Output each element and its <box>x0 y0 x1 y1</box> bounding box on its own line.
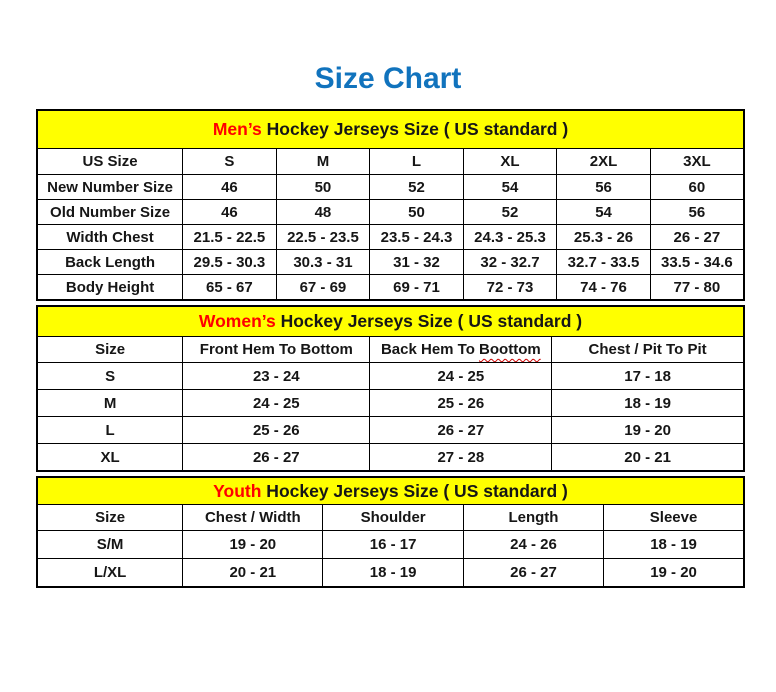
column-header: Chest / Pit To Pit <box>552 337 744 363</box>
size-value-cell: 32.7 - 33.5 <box>557 250 651 275</box>
size-value-cell: 26 - 27 <box>183 444 370 472</box>
size-value-cell: 46 <box>183 175 277 200</box>
size-chart-sheet <box>36 109 745 588</box>
size-value-cell: 32 - 32.7 <box>463 250 557 275</box>
row-label: XL <box>37 444 183 472</box>
size-value-cell: 52 <box>370 175 464 200</box>
row-label: S <box>37 363 183 390</box>
size-value-cell: 27 - 28 <box>370 444 552 472</box>
size-value-cell: 26 - 27 <box>370 417 552 444</box>
size-value-cell: 56 <box>650 200 744 225</box>
table-row <box>37 444 744 472</box>
womens-title-text: Hockey Jerseys Size ( US standard ) <box>275 311 583 331</box>
size-value-cell: 30.3 - 31 <box>276 250 370 275</box>
size-value-cell: 16 - 17 <box>323 531 463 559</box>
table-row <box>37 250 744 275</box>
womens-table-title <box>37 306 744 337</box>
womens-title-highlight: Women’s <box>198 311 276 331</box>
row-label: Body Height <box>37 275 183 301</box>
youth-title-highlight: Youth <box>213 480 262 501</box>
row-label: New Number Size <box>37 175 183 200</box>
page-title: Size Chart <box>314 62 462 95</box>
youth-header-row <box>37 505 744 531</box>
size-value-cell: 21.5 - 22.5 <box>183 225 277 250</box>
column-header: Front Hem To Bottom <box>183 337 370 363</box>
column-header: Length <box>463 505 603 531</box>
size-value-cell: 50 <box>370 200 464 225</box>
size-value-cell: 25 - 26 <box>183 417 370 444</box>
size-value-cell: 19 - 20 <box>604 559 744 588</box>
size-value-cell: 17 - 18 <box>552 363 744 390</box>
size-value-cell: 24 - 25 <box>183 390 370 417</box>
misspelled-word: Boottom <box>479 341 541 358</box>
size-value-cell: 29.5 - 30.3 <box>183 250 277 275</box>
column-header: M <box>276 149 370 175</box>
womens-header-row <box>37 337 744 363</box>
column-header: Size <box>37 337 183 363</box>
size-value-cell: 54 <box>557 200 651 225</box>
table-row <box>37 175 744 200</box>
size-value-cell: 56 <box>557 175 651 200</box>
size-value-cell: 26 - 27 <box>650 225 744 250</box>
table-row <box>37 559 744 588</box>
size-value-cell: 65 - 67 <box>183 275 277 301</box>
column-header: S <box>183 149 277 175</box>
column-header: US Size <box>37 149 183 175</box>
column-header-text: Back Hem To <box>380 341 480 358</box>
mens-title-highlight: Men’s <box>212 119 262 139</box>
mens-header-row <box>37 149 744 175</box>
youth-size-table <box>36 476 745 588</box>
column-header: 2XL <box>557 149 651 175</box>
size-value-cell: 24 - 25 <box>370 363 552 390</box>
size-value-cell: 24 - 26 <box>463 531 603 559</box>
column-header: L <box>370 149 464 175</box>
column-header: Shoulder <box>323 505 463 531</box>
size-value-cell: 25.3 - 26 <box>557 225 651 250</box>
size-value-cell: 50 <box>276 175 370 200</box>
size-value-cell: 69 - 71 <box>370 275 464 301</box>
size-value-cell: 18 - 19 <box>604 531 744 559</box>
table-row <box>37 363 744 390</box>
size-value-cell: 23 - 24 <box>183 363 370 390</box>
column-header: XL <box>463 149 557 175</box>
table-row <box>37 275 744 301</box>
size-value-cell: 31 - 32 <box>370 250 464 275</box>
size-value-cell: 19 - 20 <box>552 417 744 444</box>
womens-size-table <box>36 305 745 472</box>
size-value-cell: 24.3 - 25.3 <box>463 225 557 250</box>
column-header: Sleeve <box>604 505 744 531</box>
size-value-cell: 48 <box>276 200 370 225</box>
size-value-cell: 25 - 26 <box>370 390 552 417</box>
womens-title-band <box>37 306 744 337</box>
youth-title-text: Hockey Jerseys Size ( US standard ) <box>261 480 568 501</box>
size-value-cell: 60 <box>650 175 744 200</box>
size-value-cell: 26 - 27 <box>463 559 603 588</box>
size-value-cell: 20 - 21 <box>552 444 744 472</box>
size-value-cell: 19 - 20 <box>183 531 323 559</box>
row-label: L <box>37 417 183 444</box>
size-value-cell: 67 - 69 <box>276 275 370 301</box>
column-header-back-hem <box>370 337 552 363</box>
row-label: Width Chest <box>37 225 183 250</box>
mens-title-text: Hockey Jerseys Size ( US standard ) <box>261 119 569 139</box>
column-header: Size <box>37 505 183 531</box>
size-value-cell: 46 <box>183 200 277 225</box>
size-value-cell: 74 - 76 <box>557 275 651 301</box>
size-value-cell: 52 <box>463 200 557 225</box>
size-value-cell: 72 - 73 <box>463 275 557 301</box>
table-row <box>37 417 744 444</box>
mens-title-band <box>37 110 744 149</box>
size-value-cell: 22.5 - 23.5 <box>276 225 370 250</box>
row-label: M <box>37 390 183 417</box>
size-value-cell: 54 <box>463 175 557 200</box>
mens-size-table <box>36 109 745 301</box>
size-value-cell: 23.5 - 24.3 <box>370 225 464 250</box>
youth-title-band <box>37 477 744 505</box>
table-row <box>37 225 744 250</box>
size-value-cell: 33.5 - 34.6 <box>650 250 744 275</box>
table-row <box>37 531 744 559</box>
table-row <box>37 200 744 225</box>
size-value-cell: 77 - 80 <box>650 275 744 301</box>
row-label: L/XL <box>37 559 183 588</box>
row-label: Old Number Size <box>37 200 183 225</box>
column-header: 3XL <box>650 149 744 175</box>
size-value-cell: 18 - 19 <box>552 390 744 417</box>
youth-table-title <box>37 477 744 505</box>
size-value-cell: 20 - 21 <box>183 559 323 588</box>
row-label: S/M <box>37 531 183 559</box>
size-value-cell: 18 - 19 <box>323 559 463 588</box>
column-header: Chest / Width <box>183 505 323 531</box>
row-label: Back Length <box>37 250 183 275</box>
mens-table-title <box>37 110 744 149</box>
table-row <box>37 390 744 417</box>
